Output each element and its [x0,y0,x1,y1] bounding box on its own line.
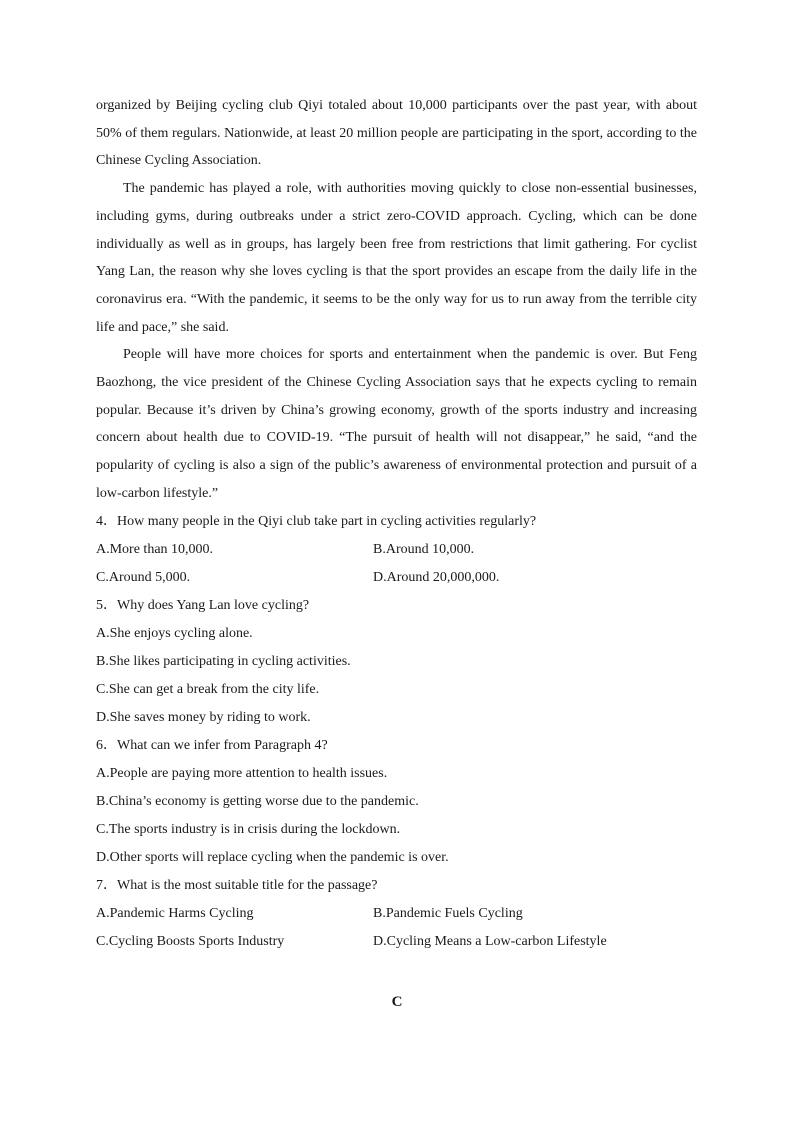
question-stem: 7．What is the most suitable title for the passage? [96,877,378,893]
passage-paragraph: People will have more choices for sports and entertainment when the pandemic is over. But Feng Baozhong, the vice president of the Chinese Cycling Association says that he expects cycling to remain popular. Because it’s driven by China’s growing economy, growth of the sports industry and increasing concern about health due to COVID-19. “The pursuit of health will not disappear,” he said, “and the popularity of cycling is also a sign of the public’s awareness of environmental protection and pursuit of a low-carbon lifestyle.” [96,347,697,501]
passage-paragraph: organized by Beijing cycling club Qiyi totaled about 10,000 participants over the past year, with about 50% of them regulars. Nationwide, at least 20 million people are participating in the sport, according to the Chinese Cycling Association. [96,98,697,169]
option-a: A.People are paying more attention to health issues. [96,765,388,781]
option-b: B.Around 10,000. [373,541,475,557]
option-b: B.China’s economy is getting worse due to the pandemic. [96,793,419,809]
option-d: D.She saves money by riding to work. [96,709,311,725]
options-single-column [96,760,697,872]
question-5 [96,592,697,732]
options-single-column [96,620,697,732]
option-c: C.The sports industry is in crisis during the lockdown. [96,821,401,837]
option-a: A.Pandemic Harms Cycling [96,905,254,921]
option-d: D.Cycling Means a Low-carbon Lifestyle [373,933,607,949]
question-6 [96,732,697,872]
document-page [96,92,697,956]
option-b: B.She likes participating in cycling activities. [96,653,351,669]
question-stem: 4．How many people in the Qiyi club take part in cycling activities regularly? [96,513,537,529]
option-d: D.Other sports will replace cycling when the pandemic is over. [96,849,449,865]
option-a: A.She enjoys cycling alone. [96,625,253,641]
question-7 [96,872,697,956]
question-stem: 6．What can we infer from Paragraph 4? [96,737,328,753]
option-b: B.Pandemic Fuels Cycling [373,905,523,921]
question-stem: 5．Why does Yang Lan love cycling? [96,597,310,613]
option-d: D.Around 20,000,000. [373,569,500,585]
option-c: C.She can get a break from the city life. [96,681,320,697]
passage [96,92,697,508]
option-c: C.Around 5,000. [96,569,191,585]
options-two-column [96,900,697,956]
options-two-column [96,536,697,592]
question-4 [96,508,697,592]
passage-paragraph: The pandemic has played a role, with authorities moving quickly to close non-essential businesses, including gyms, during outbreaks under a strict zero-COVID approach. Cycling, which can be done individually as well as in groups, has largely been free from restrictions that limit gathering. For cyclist Yang Lan, the reason why she loves cycling is that the sport provides an escape from the daily life in the coronavirus era. “With the pandemic, it seems to be the only way for us to run away from the terrible city life and pace,” she said. [96,181,697,335]
section-heading: C [391,994,403,1010]
option-c: C.Cycling Boosts Sports Industry [96,933,285,949]
option-a: A.More than 10,000. [96,541,214,557]
